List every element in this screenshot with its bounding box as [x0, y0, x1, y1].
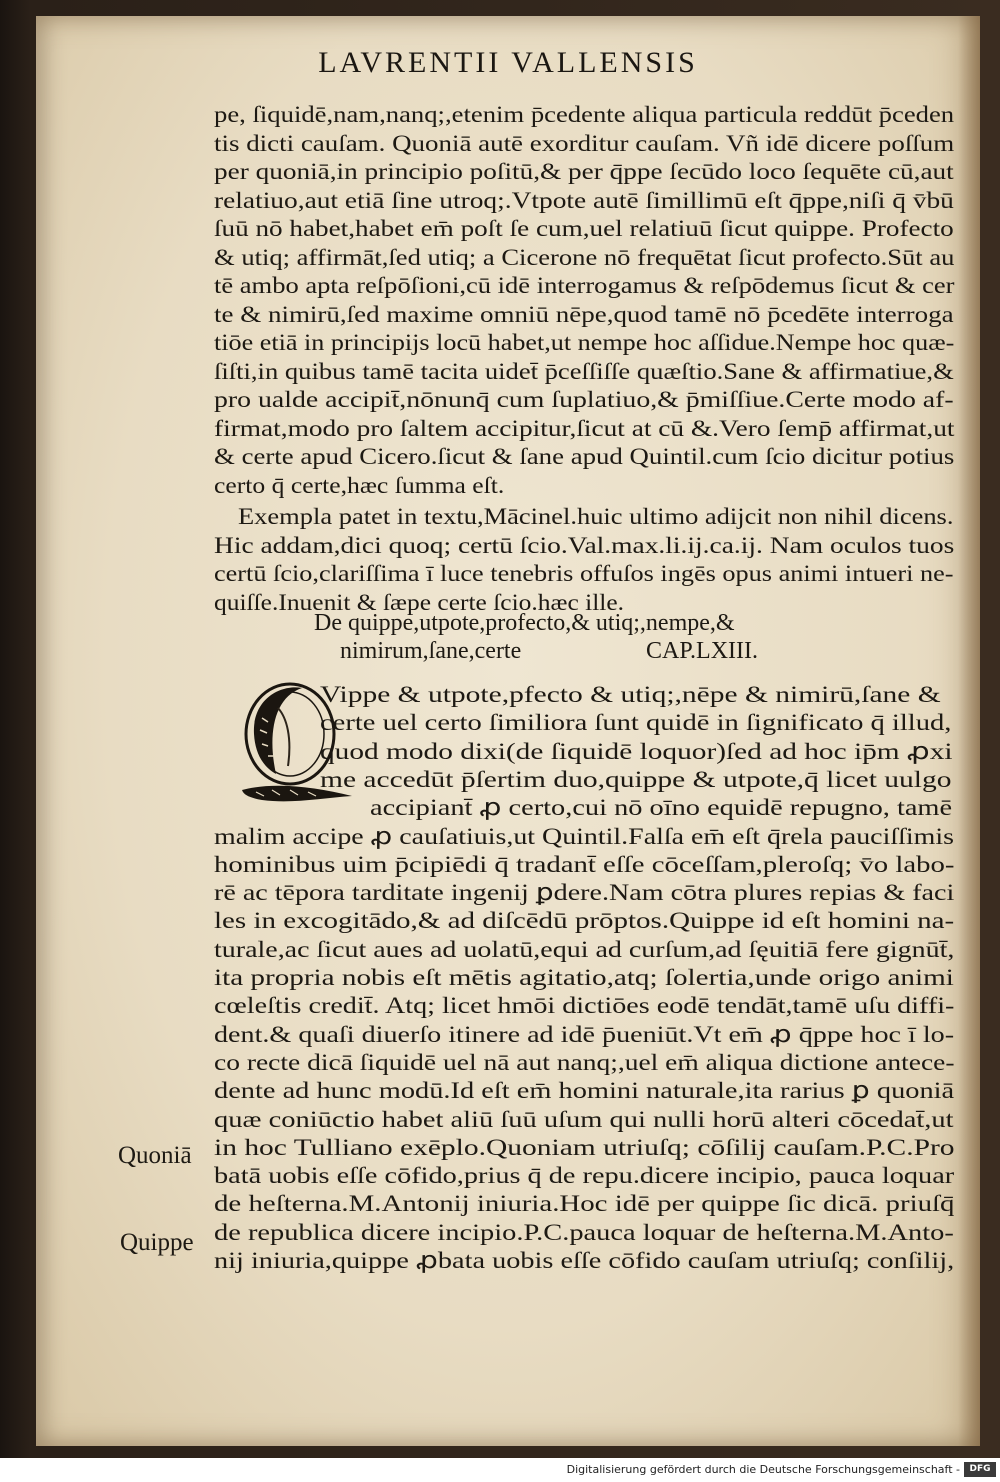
chapter-lines-line: malim accipe ꝓ cauſatiuis,ut Quintil.Falſa em̄ eſt q̄rela pauciſſimis: [214, 823, 954, 850]
footer-bar: [0, 1458, 1000, 1482]
chapter-lines-line: certe uel certo ſimiliora ſunt quidē in ſignificato q̄ illud,: [320, 710, 952, 737]
chapter-lines-line: hominibus uim p̄cipiēdi q̄ tradant̄ eſſe cōceſſam,pleroſq; v̄o labo-: [214, 851, 955, 878]
chapter-lines-line: in hoc Tulliano exēplo.Quoniam utriuſq; cōſilij cauſam.P.C.Pro: [214, 1134, 955, 1161]
chapter-lines-line: de heſterna.M.Antonij iniuria.Hoc idē per quippe ſic dicā. priuſq̄: [214, 1191, 955, 1218]
chapter-lines-line: de republica dicere incipio.P.C.pauca loquar de heſterna.M.Anto-: [214, 1219, 954, 1246]
body-lines-line: ſuū nō habet,habet em̄ poſt ſe cum,uel relatiuū ſicut quippe. Profecto: [214, 216, 954, 242]
body-lines-line: tiōe etiā in principijs locū habet,ut nempe hoc aſſidue.Nempe hoc quæ-: [214, 330, 955, 356]
chapter-lines-line: ita propria nobis eſt mētis agitatio,atq; ſolertia,unde origo animi: [214, 965, 954, 991]
chapter-lines-line: rē ac tēpora tarditate ingenij ꝑdere.Nam cōtra plures repias & faci: [214, 880, 955, 907]
exempla-lines-line: Exempla patet in textu,Mācinel.huic ultimo adijcit non nihil dicens.: [238, 504, 954, 530]
body-lines-line: relatiuo,aut etiā ſine utroq;.Vtpote autē ſimillimū eſt q̄ppe,niſi q̄ v̄bū: [214, 187, 954, 214]
chapter-lines-line: turale,ac ſicut aues ad uolatū,equi ad curſum,ad ſęuitiā fere gignūt̄,: [214, 936, 955, 963]
running-title: LAVRENTII VALLENSIS: [318, 46, 698, 79]
body-lines-line: certo q̄ certe,hæc ſumma eſt.: [214, 472, 505, 499]
exempla-lines-line: certū ſcio,clariſſima ī luce tenebris offuſos ingēs opus animi intueri ne-: [214, 561, 954, 587]
chapter-lines-line: quæ coniūctio habet aliū ſuū uſum qui nulli horū alteri cōcedat̄,ut: [214, 1106, 954, 1133]
footer-credit: Digitalisierung gefördert durch die Deutsche Forschungsgemeinschaft -: [566, 1463, 960, 1476]
book-page: [36, 16, 980, 1446]
decorated-initial-q-icon: [232, 678, 356, 806]
chapter-number: CAP.LXIII.: [646, 638, 758, 664]
body-lines-line: ſiſti,in quibus tamē tacita uidet̄ p̄ceſſiſſe quæſtio.Sane & affirmatiue,&: [214, 358, 954, 385]
exempla-lines-line: quiſſe.Inuenit & ſæpe certe ſcio.hæc ille.: [214, 589, 625, 616]
chapter-lines-line: Vippe & utpote,pfecto & utiq;,nēpe & nimirū,ſane &: [320, 682, 941, 708]
body-lines-line: & utiq; affirmāt,ſed utiq; a Cicerone nō frequētat ſicut profecto.Sūt au: [214, 244, 955, 271]
body-lines-line: tē ambo apta reſpōſioni,cū idē interrogamus & reſpōdemus ſicut & cer: [214, 273, 955, 299]
margin-note-quonia: Quoniā: [118, 1142, 192, 1169]
body-lines-line: pe, ſiquidē,nam,nanq;,etenim p̄cedente aliqua particula reddūt p̄ceden: [214, 102, 955, 128]
body-lines-line: tis dicti cauſam. Quoniā autē exorditur cauſam. Vñ idē dicere poſſum: [214, 130, 955, 157]
body-lines-line: pro ualde accipit̄,nōnunq̄ cum ſuplatiuo,& p̄miſſiue.Certe modo af-: [214, 387, 954, 413]
margin-note-quippe: Quippe: [120, 1229, 194, 1256]
chapter-lines-line: nij iniuria,quippe ꝓbata uobis eſſe cōfido cauſam utriuſq; conſilij,: [214, 1248, 955, 1274]
chapter-lines-line: cœleſtis credit̄. Atq; licet hmōi dictiōes eodē tendāt,tamē uſu diffi-: [214, 993, 955, 1020]
chapter-lines-line: accipiant̄ ꝓ certo,cui nō oīno equidē repugno, tamē: [370, 795, 953, 822]
chapter-heading-line1: De quippe,utpote,profecto,& utiq;,nempe,&: [314, 610, 735, 636]
body-lines-line: firmat,modo pro ſaltem accipitur,ſicut at cū &.Vero ſemp̄ affirmat,ut: [214, 415, 955, 442]
dfg-logo-icon: DFG: [964, 1462, 996, 1477]
body-lines-line: & certe apud Cicero.ſicut & ſane apud Quintil.cum ſcio dicitur potius: [214, 444, 955, 470]
chapter-lines-line: me accedūt p̄ſertim duo,quippe & utpote,q̄ licet uulgo: [320, 766, 952, 793]
chapter-lines-line: les in excogitādo,& ad diſcēdū prōptos.Quippe id eſt homini na-: [214, 908, 955, 935]
chapter-lines-line: batā uobis eſſe cōfido,prius q̄ de repu.dicere incipio, pauca loquar: [214, 1163, 955, 1190]
page-gutter-shadow: [958, 16, 980, 1446]
body-lines-line: per quoniā,in principio poſitū,& per q̄ppe ſecūdo loco ſequēte cū,aut: [214, 159, 954, 185]
chapter-heading-line2: nimirum,ſane,certe: [340, 638, 522, 664]
chapter-lines-line: dente ad hunc modū.Id eſt em̄ homini naturale,ita rarius ꝑ quoniā: [214, 1078, 955, 1105]
chapter-lines-line: quod modo dixi(de ſiquidē loquor)ſed ad hoc ip̄m ꝓxi: [320, 738, 953, 765]
exempla-lines-line: Hic addam,dici quoq; certū ſcio.Val.max.li.ij.ca.ij. Nam oculos tuos: [214, 532, 955, 559]
body-lines-line: te & nimirū,ſed maxime omniū nēpe,quod tamē nō p̄cedēte interroga: [214, 301, 954, 328]
chapter-lines-line: dent.& quaſi diuerſo itinere ad idē p̄ueniūt.Vt em̄ ꝓ q̄ppe hoc ī lo-: [214, 1021, 955, 1048]
chapter-lines-line: co recte dicā ſiquidē uel nā aut nanq;,uel em̄ aliqua dictione antece-: [214, 1049, 955, 1076]
